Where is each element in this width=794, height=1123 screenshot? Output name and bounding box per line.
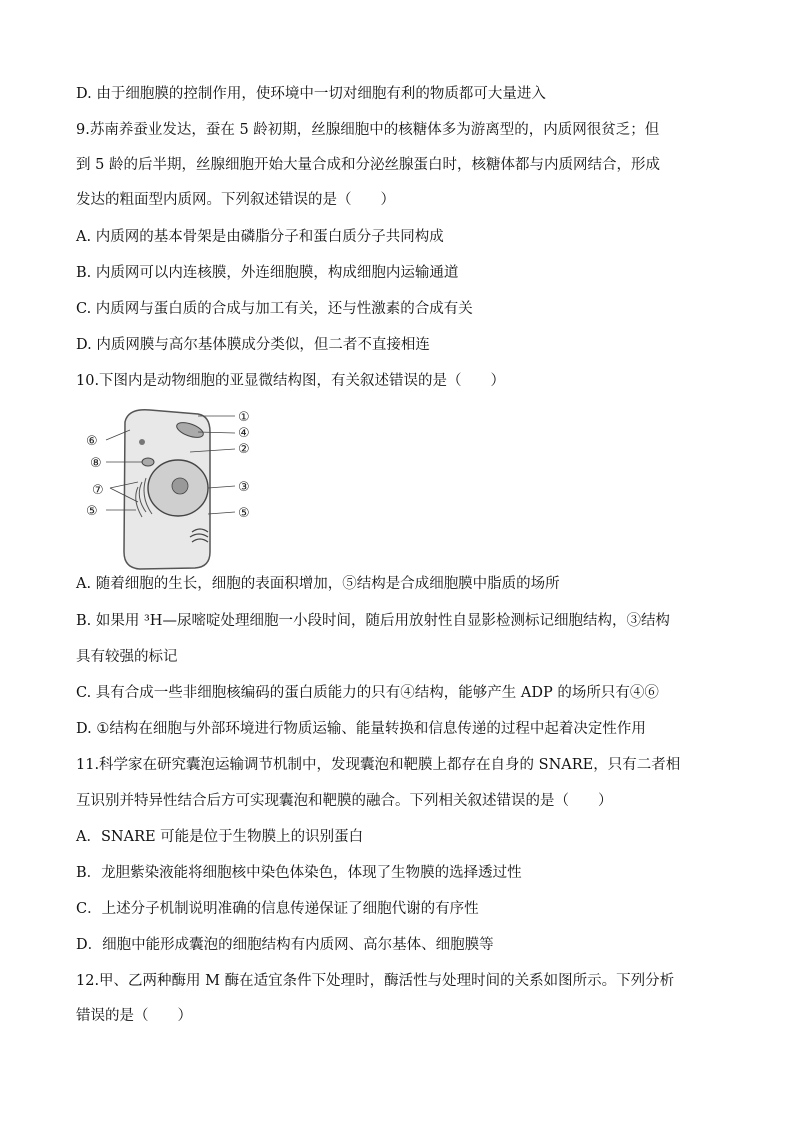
text-line: 错误的是（ ） bbox=[76, 1008, 192, 1024]
figure-label: ② bbox=[238, 442, 250, 457]
text-line: C．上述分子机制说明准确的信息传递保证了细胞代谢的有序性 bbox=[76, 901, 479, 917]
figure-label: ⑦ bbox=[92, 483, 104, 498]
text-line: A. 随着细胞的生长，细胞的表面积增加，⑤结构是合成细胞膜中脂质的场所 bbox=[76, 576, 560, 592]
figure-label: ④ bbox=[238, 426, 250, 441]
text-line: 9.苏南养蚕业发达，蚕在 5 龄初期，丝腺细胞中的核糖体多为游离型的，内质网很贫乏；但 bbox=[76, 122, 660, 138]
text-line: 11.科学家在研究囊泡运输调节机制中，发现囊泡和靶膜上都存在自身的 SNARE，只有二者相 bbox=[76, 757, 681, 773]
text-line: D. 由于细胞膜的控制作用，使环境中一切对细胞有利的物质都可大量进入 bbox=[76, 86, 546, 102]
figure-label: ⑥ bbox=[86, 434, 98, 449]
text-line: B. 如果用 ³H—尿嘧啶处理细胞一小段时间，随后用放射性自显影检测标记细胞结构，③结构 bbox=[76, 613, 670, 629]
text-line: 发达的粗面型内质网。下列叙述错误的是（ ） bbox=[76, 192, 395, 208]
text-line: A．SNARE 可能是位于生物膜上的识别蛋白 bbox=[76, 829, 364, 845]
nucleolus bbox=[172, 478, 188, 494]
text-line: A. 内质网的基本骨架是由磷脂分子和蛋白质分子共同构成 bbox=[76, 229, 444, 245]
figure-label: ⑧ bbox=[90, 456, 102, 471]
figure-label: ③ bbox=[238, 480, 250, 495]
text-line: B．龙胆紫染液能将细胞核中染色体染色，体现了生物膜的选择透过性 bbox=[76, 865, 522, 881]
text-line: 互识别并特异性结合后方可实现囊泡和靶膜的融合。下列相关叙述错误的是（ ） bbox=[76, 793, 613, 809]
text-line: 10.下图内是动物细胞的亚显微结构图，有关叙述错误的是（ ） bbox=[76, 373, 506, 389]
figure-label: ① bbox=[238, 410, 250, 425]
text-line: 具有较强的标记 bbox=[76, 649, 178, 665]
centriole bbox=[139, 439, 145, 445]
text-line: D. ①结构在细胞与外部环境进行物质运输、能量转换和信息传递的过程中起着决定性作用 bbox=[76, 721, 646, 737]
figure-label: ⑤ bbox=[238, 506, 250, 521]
figure-label: ⑤ bbox=[86, 504, 98, 519]
text-line: D. 内质网膜与高尔基体膜成分类似，但二者不直接相连 bbox=[76, 337, 430, 353]
text-line: D．细胞中能形成囊泡的细胞结构有内质网、高尔基体、细胞膜等 bbox=[76, 937, 494, 953]
text-line: B. 内质网可以内连核膜，外连细胞膜，构成细胞内运输通道 bbox=[76, 265, 459, 281]
animal-cell-diagram bbox=[80, 402, 270, 582]
mitochondrion bbox=[142, 458, 154, 466]
text-line: C. 具有合成一些非细胞核编码的蛋白质能力的只有④结构，能够产生 ADP 的场所只有④⑥ bbox=[76, 685, 659, 701]
text-line: 到 5 龄的后半期，丝腺细胞开始大量合成和分泌丝腺蛋白时，核糖体都与内质网结合，形成 bbox=[76, 157, 660, 173]
text-line: 12.甲、乙两种酶用 M 酶在适宜条件下处理时，酶活性与处理时间的关系如图所示。下列分析 bbox=[76, 973, 675, 989]
text-line: C. 内质网与蛋白质的合成与加工有关，还与性激素的合成有关 bbox=[76, 301, 473, 317]
